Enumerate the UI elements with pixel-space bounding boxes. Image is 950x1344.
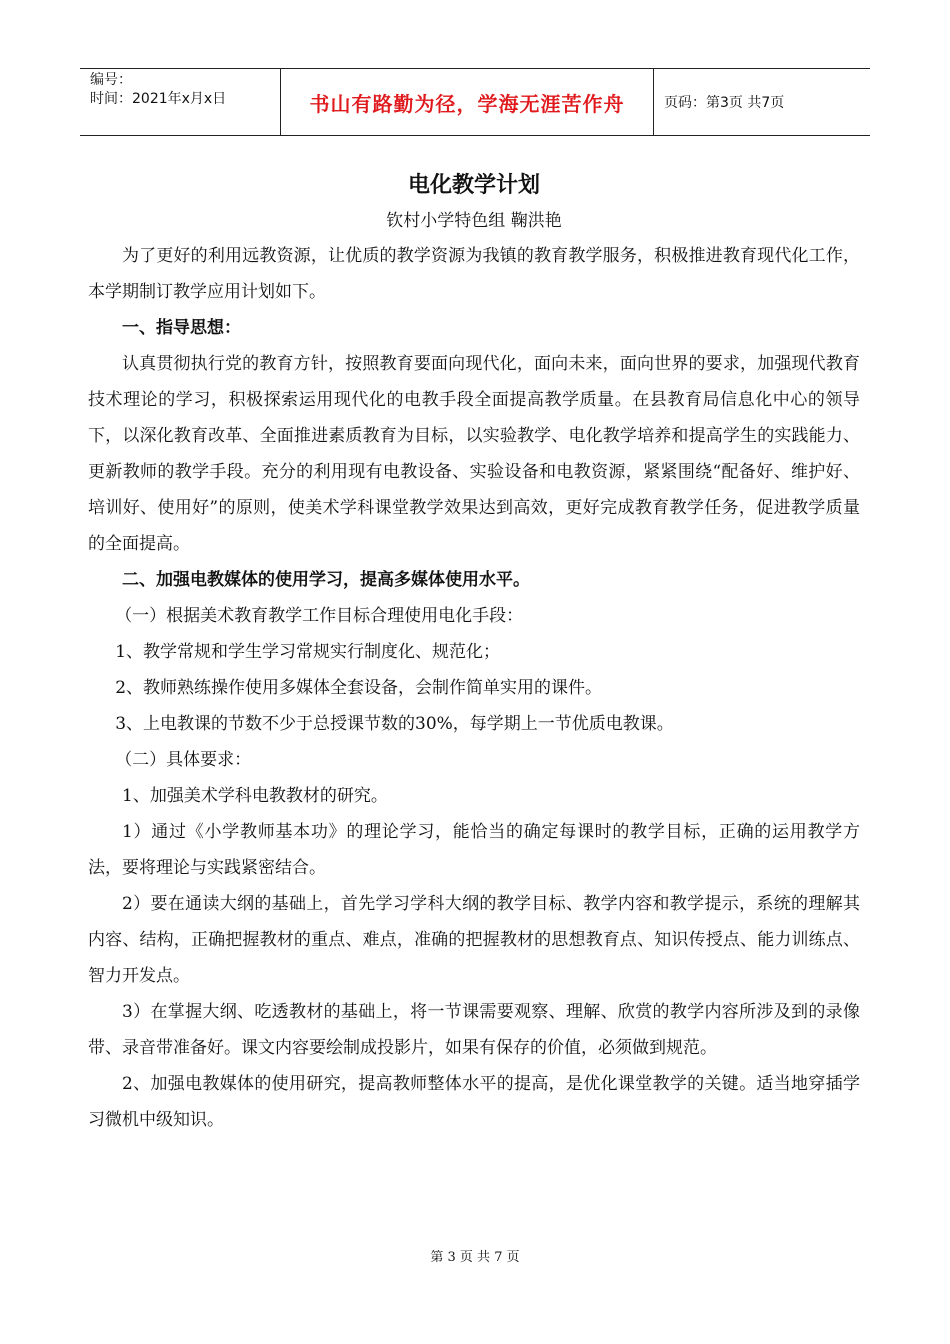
paragraph: 3）在掌握大纲、吃透教材的基础上，将一节课需要观察、理解、欣赏的教学内容所涉及到的录像带、录音带准备好。课文内容要绘制成投影片，如果有保存的价值，必须做到规范。 xyxy=(88,1002,860,1058)
paragraph: 2、加强电教媒体的使用研究，提高教师整体水平的提高，是优化课堂教学的关键。适当地穿插学习微机中级知识。 xyxy=(88,1074,860,1130)
paragraph: 2）要在通读大纲的基础上，首先学习学科大纲的教学目标、教学内容和教学提示，系统的理解其内容、结构，正确把握教材的重点、难点，准确的把握教材的思想教育点、知识传授点、能力训练点、智力开发点。 xyxy=(88,894,860,986)
paragraph: 1）通过《小学教师基本功》的理论学习，能恰当的确定每课时的教学目标，正确的运用教学方法，要将理论与实践紧密结合。 xyxy=(88,822,860,878)
page-footer: 第 3 页 共 7 页 xyxy=(430,1250,520,1265)
list-item: 1、教学常规和学生学习常规实行制度化、规范化； xyxy=(115,642,501,662)
header-meta xyxy=(80,69,281,135)
section-heading: 一、指导思想： xyxy=(122,318,241,338)
subsection-heading: （二）具体要求： xyxy=(115,750,252,770)
document-author: 钦村小学特色组 鞠洪艳 xyxy=(386,211,562,231)
list-item: 3、上电教课的节数不少于总授课节数的30%，每学期上一节优质电教课。 xyxy=(115,714,674,734)
intro-paragraph: 为了更好的利用远教资源，让优质的教学资源为我镇的教育教学服务，积极推进教育现代化工作，本学期制订教学应用计划如下。 xyxy=(88,246,860,302)
header-motto: 书山有路勤为径，学海无涯苦作舟 xyxy=(281,69,654,135)
number-label: 编号： xyxy=(90,72,132,88)
section-heading: 二、加强电教媒体的使用学习，提高多媒体使用水平。 xyxy=(122,570,530,590)
document-body xyxy=(88,166,860,1138)
subsection-heading: （一）根据美术教育教学工作目标合理使用电化手段： xyxy=(115,606,524,626)
paragraph: 认真贯彻执行党的教育方针，按照教育要面向现代化，面向未来，面向世界的要求，加强现代教育技术理论的学习，积极探索运用现代化的电教手段全面提高教学质量。在县教育局信息化中心的领导下，以深化教育改革、全面推进素质教育为目标，以实验教学、电化教学培养和提高学生的实践能力、更新教师的教学手段。充分的利用现有电教设备、实验设备和电教资源，紧紧围绕“配备好、维护好、培训好、使用好”的原则，使美术学科课堂教学效果达到高效，更好完成教育教学任务，促进教学质量的全面提高。 xyxy=(88,354,860,554)
list-item: 1、加强美术学科电教教材的研究。 xyxy=(122,786,388,806)
page-header xyxy=(80,68,870,136)
list-item: 2、教师熟练操作使用多媒体全套设备，会制作简单实用的课件。 xyxy=(115,678,603,698)
time-label: 时间：2021年x月x日 xyxy=(90,91,227,107)
header-page-label: 页码：第3页 共7页 xyxy=(664,95,785,111)
document-title: 电化教学计划 xyxy=(407,173,540,198)
